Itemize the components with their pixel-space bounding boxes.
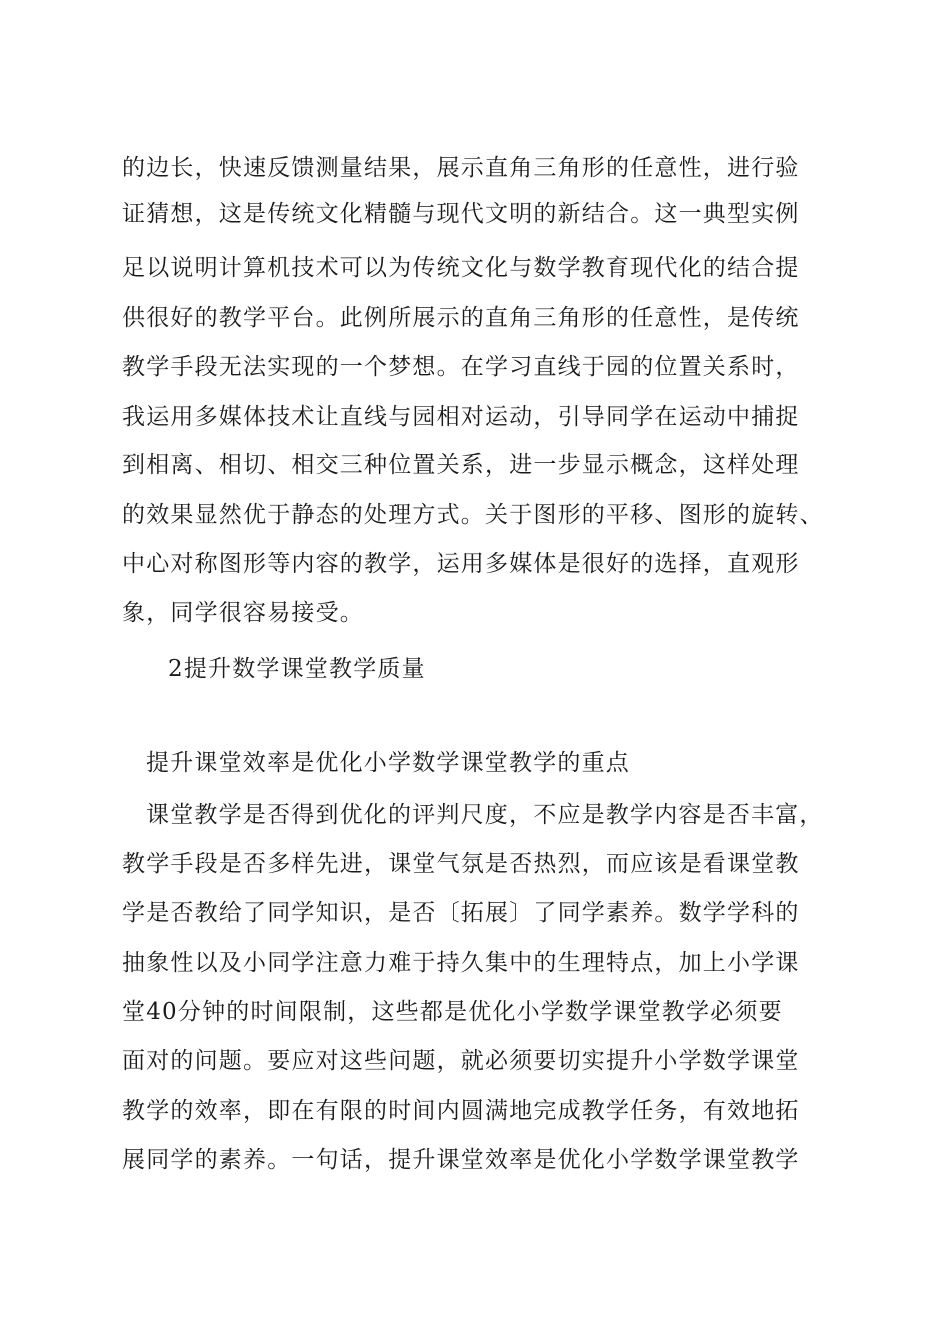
paragraph-line: 的效果显然优于静态的处理方式。关于图形的平移、图形的旋转、 [122,502,824,528]
subheading: 提升课堂效率是优化小学数学课堂教学的重点 [146,750,630,776]
paragraph-line: 学是否教给了同学知识，是否〔拓展〕了同学素养。数学学科的 [122,900,800,926]
paragraph-line: 证猜想，这是传统文化精髓与现代文明的新结合。这一典型实例 [122,201,800,227]
paragraph-line: 我运用多媒体技术让直线与园相对运动，引导同学在运动中捕捉 [122,404,800,430]
paragraph-line: 抽象性以及小同学注意力难于持久集中的生理特点，加上小学课 [122,950,800,976]
paragraph-line: 堂40分钟的时间限制，这些都是优化小学数学课堂教学必须要 [122,999,783,1025]
section-heading: 2提升数学课堂教学质量 [168,656,426,682]
paragraph-line: 教学的效率，即在有限的时间内圆满地完成教学任务，有效地拓 [122,1098,800,1124]
paragraph-line: 中心对称图形等内容的教学，运用多媒体是很好的选择，直观形 [122,551,800,577]
paragraph-line: 供很好的教学平台。此例所展示的直角三角形的任意性，是传统 [122,305,800,331]
paragraph-line: 展同学的素养。一句话，提升课堂效率是优化小学数学课堂教学 [122,1147,800,1173]
paragraph-line: 到相离、相切、相交三种位置关系，进一步显示概念，这样处理 [122,452,800,478]
paragraph-line: 面对的问题。要应对这些问题，就必须要切实提升小学数学课堂 [122,1048,800,1074]
paragraph-line: 象，同学很容易接受。 [122,600,364,626]
paragraph-line: 教学手段是否多样先进，课堂气氛是否热烈，而应该是看课堂教 [122,851,800,877]
paragraph-line: 教学手段无法实现的一个梦想。在学习直线于园的位置关系时， [122,354,800,380]
paragraph-line: 课堂教学是否得到优化的评判尺度，不应是教学内容是否丰富， [146,802,824,828]
paragraph-line: 的边长，快速反馈测量结果，展示直角三角形的任意性，进行验 [122,155,800,181]
paragraph-line: 足以说明计算机技术可以为传统文化与数学教育现代化的结合提 [122,255,800,281]
